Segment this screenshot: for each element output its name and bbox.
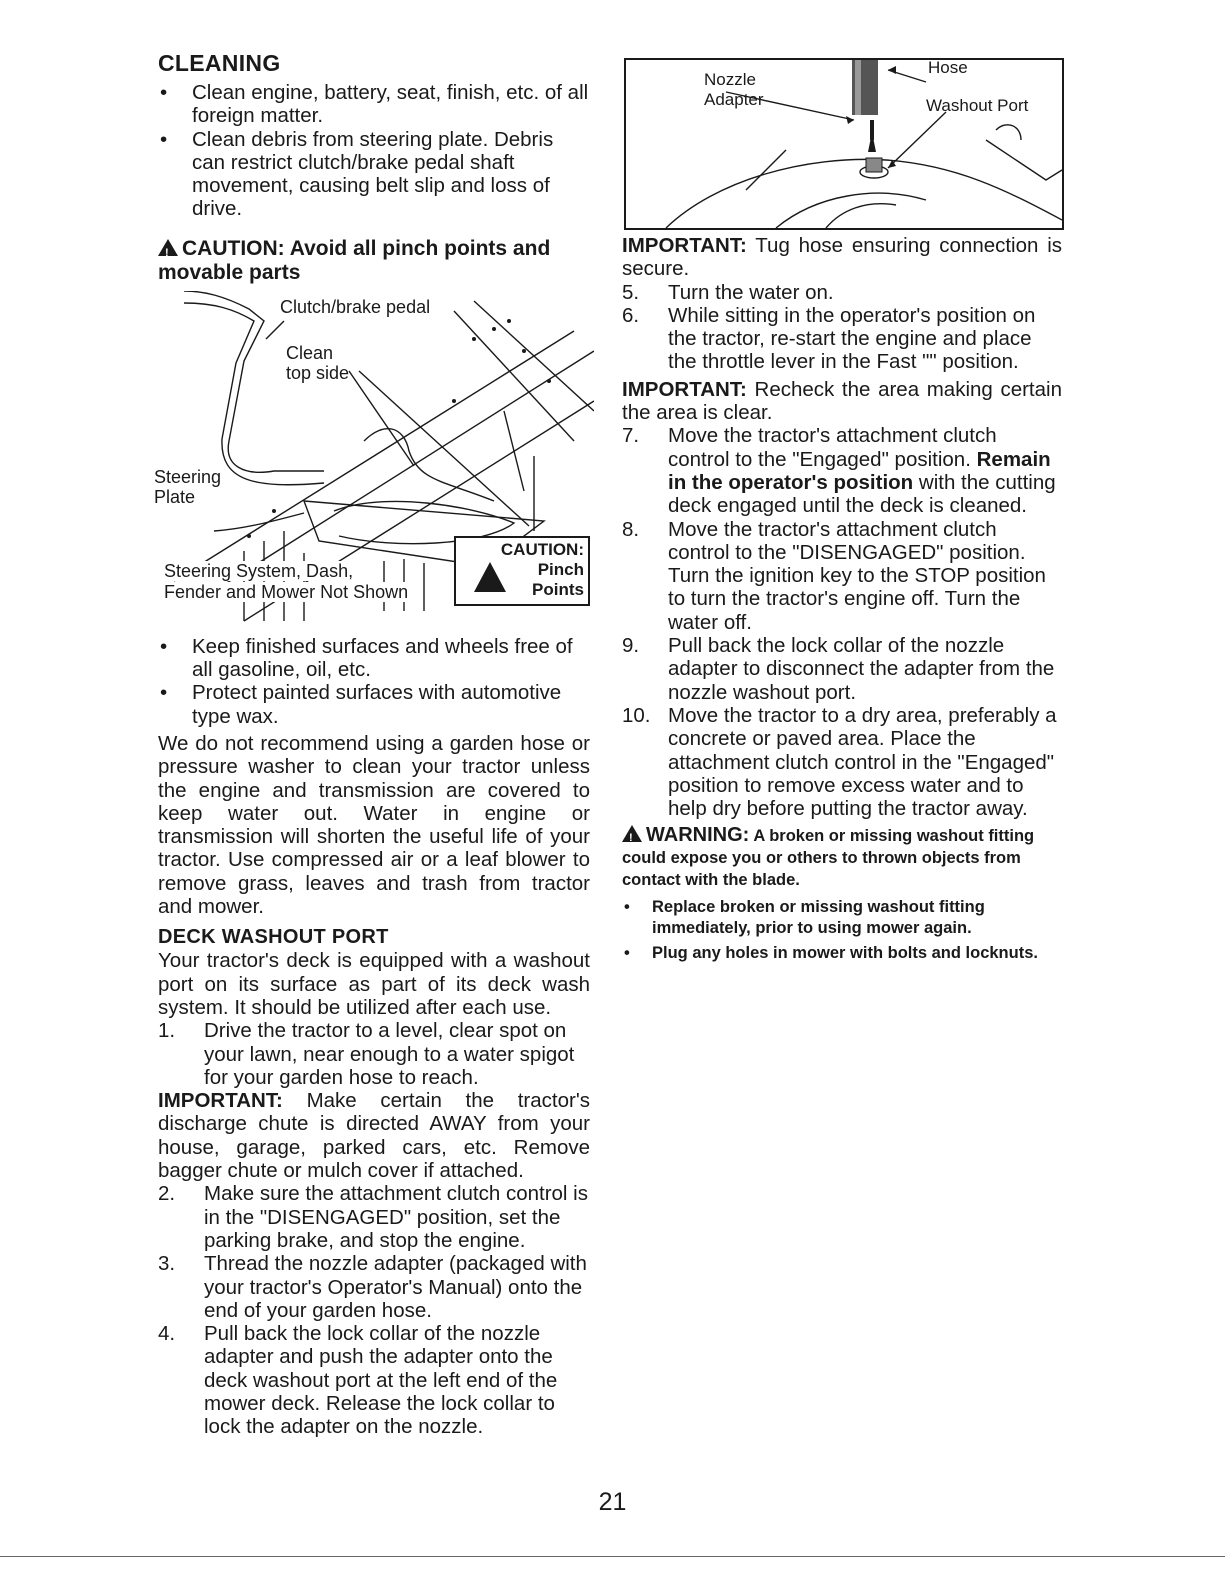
caution-pinch-points-box (454, 536, 590, 606)
step-text: Make sure the attachment clutch control is in the "DISENGAGED" position, set the parking brake, and stop the engine. (204, 1182, 588, 1252)
important-note (622, 234, 1062, 281)
left-column (154, 50, 590, 1439)
bullet-text: Clean debris from steering plate. Debris can restrict clutch/brake pedal shaft movement, causing belt slip and loss of drive. (192, 127, 554, 221)
step-item (158, 1322, 590, 1438)
bullet-glyph: • (160, 681, 168, 705)
warning-text: A broken or missing washout fitting could expose you or others to thrown objects from contact with the blade. (622, 827, 1035, 890)
step-text: Drive the tractor to a level, clear spot on your lawn, near enough to a water spigot for your garden hose to reach. (204, 1019, 575, 1089)
step-text: Pull back the lock collar of the nozzle adapter and push the adapter onto the deck washout port at the left end of the mower deck. Release the lock collar to lock the adapter on the nozzle. (204, 1322, 558, 1439)
label-clean: Clean (286, 342, 334, 363)
step-text: Pull back the lock collar of the nozzle adapter to disconnect the adapter from the nozzle washout port. (668, 634, 1055, 704)
warning-triangle-icon (622, 825, 642, 842)
step-number: 2. (158, 1182, 176, 1206)
important-text: Make certain the tractor's discharge chute is directed AWAY from your house, garage, parked cars, etc. Remove bagger chute or mulch cover if attached. (158, 1089, 590, 1183)
step-item (158, 1252, 590, 1322)
bullet-glyph: • (160, 634, 168, 658)
caution-box-line1: Pinch (537, 559, 584, 579)
step-item (158, 1182, 590, 1252)
step-item (158, 1019, 590, 1089)
bullet-text: Clean engine, battery, seat, finish, etc. of all foreign matter. (192, 81, 589, 128)
list-item (622, 943, 1062, 964)
bullet-glyph: • (624, 944, 630, 963)
hose-warning-paragraph: We do not recommend using a garden hose or pressure washer to clean your tractor unless the engine and transmission are covered to keep water out. Water in engine or transmission will shorten the useful life of your tractor. Use compressed air or a leaf blower to remove grass, leaves and trash from tractor and mower. (158, 731, 590, 919)
bullet-text: Protect painted surfaces with automotive type wax. (192, 681, 562, 728)
step-item (622, 704, 1062, 820)
step-number: 3. (158, 1252, 176, 1276)
list-item (158, 681, 590, 728)
important-label: IMPORTANT: (622, 377, 747, 401)
important-text: Recheck the area making certain the area is clear. (622, 377, 1062, 425)
list-item (158, 635, 590, 682)
caution-note (158, 237, 590, 285)
step-text: Thread the nozzle adapter (packaged with your tractor's Operator's Manual) onto the end of your garden hose. (204, 1252, 587, 1322)
list-item (622, 897, 1062, 939)
step-number: 5. (622, 280, 640, 304)
bullet-text: Keep finished surfaces and wheels free of all gasoline, oil, etc. (192, 634, 573, 682)
washout-port-illustration (626, 60, 1062, 228)
important-note (622, 378, 1062, 425)
step7-emphasis: Remain in the operator's position (668, 447, 1051, 494)
important-note (158, 1089, 590, 1182)
washout-heading: DECK WASHOUT PORT (158, 926, 389, 949)
label-clutch-brake-pedal: Clutch/brake pedal (280, 296, 431, 317)
step-item (622, 518, 1062, 634)
label-nozzle: Nozzle (704, 70, 756, 89)
list-item (158, 128, 590, 221)
warning-triangle-icon (158, 239, 178, 256)
step-item (622, 304, 1062, 374)
step-item (622, 281, 1062, 304)
list-item (158, 81, 590, 128)
caution-box-title: CAUTION: (500, 539, 584, 559)
step-text: Move the tractor's attachment clutch control to the "DISENGAGED" position. Turn the ignition key to the STOP position to turn the tractor's engine off. Turn the water off. (668, 517, 1046, 634)
step-text (668, 424, 1056, 517)
step-number: 6. (622, 303, 640, 327)
step-item (622, 634, 1062, 704)
bullet-glyph: • (160, 81, 168, 104)
step-item (622, 424, 1062, 517)
bullet-text: Replace broken or missing washout fitting immediately, prior to using mower again. (652, 898, 985, 938)
label-washout-port: Washout Port (926, 96, 1029, 115)
cleaning-heading: CLEANING (158, 50, 281, 76)
step-number: 4. (158, 1322, 176, 1346)
important-label: IMPORTANT: (158, 1089, 283, 1113)
step-number: 8. (622, 517, 640, 541)
label-steering: Steering (154, 466, 222, 487)
label-plate: Plate (154, 486, 196, 507)
bullet-text: Plug any holes in mower with bolts and locknuts. (652, 944, 1038, 963)
bullet-glyph: • (160, 127, 168, 151)
label-not-shown-1: Steering System, Dash, (164, 560, 354, 581)
warning-note (622, 824, 1062, 891)
steering-plate-figure (154, 291, 594, 631)
caution-text: CAUTION: Avoid all pinch points and movable parts (158, 236, 551, 284)
label-hose: Hose (928, 58, 968, 77)
step-text: While sitting in the operator's position on the tractor, re-start the engine and place the throttle lever in the Fast "" position. (668, 303, 1036, 374)
warning-label: WARNING: (646, 824, 750, 847)
step-number: 9. (622, 634, 640, 658)
important-label: IMPORTANT: (622, 234, 747, 257)
step-text: Move the tractor to a dry area, preferably a concrete or paved area. Place the attachment clutch control in the "Engaged" position to remove excess water and to help dry before putting the tractor away. (668, 703, 1057, 821)
step-number: 7. (622, 424, 640, 448)
step7-text-a: Move the tractor's attachment clutch control to the "Engaged" position. (668, 424, 997, 471)
step-number: 1. (158, 1019, 176, 1043)
warning-triangle-icon (474, 562, 506, 592)
step-number: 10. (622, 703, 651, 727)
label-adapter: Adapter (704, 90, 764, 109)
bullet-glyph: • (624, 898, 630, 917)
label-top-side: top side (286, 362, 350, 383)
step7-text-b: with the cutting deck engaged until the deck is cleaned. (668, 470, 1056, 518)
page-number: 21 (598, 1488, 627, 1516)
caution-box-line2: Points (532, 579, 584, 599)
washout-intro: Your tractor's deck is equipped with a washout port on its surface as part of its deck wash system. It should be utilized after each use. (158, 949, 590, 1019)
bottom-rule (0, 1556, 1225, 1557)
important-text: Tug hose ensuring connection is secure. (622, 234, 1062, 281)
label-not-shown-2: Fender and Mower Not Shown (164, 581, 409, 602)
step-text: Turn the water on. (668, 280, 834, 304)
right-column (622, 58, 1062, 968)
washout-port-figure (624, 58, 1064, 230)
